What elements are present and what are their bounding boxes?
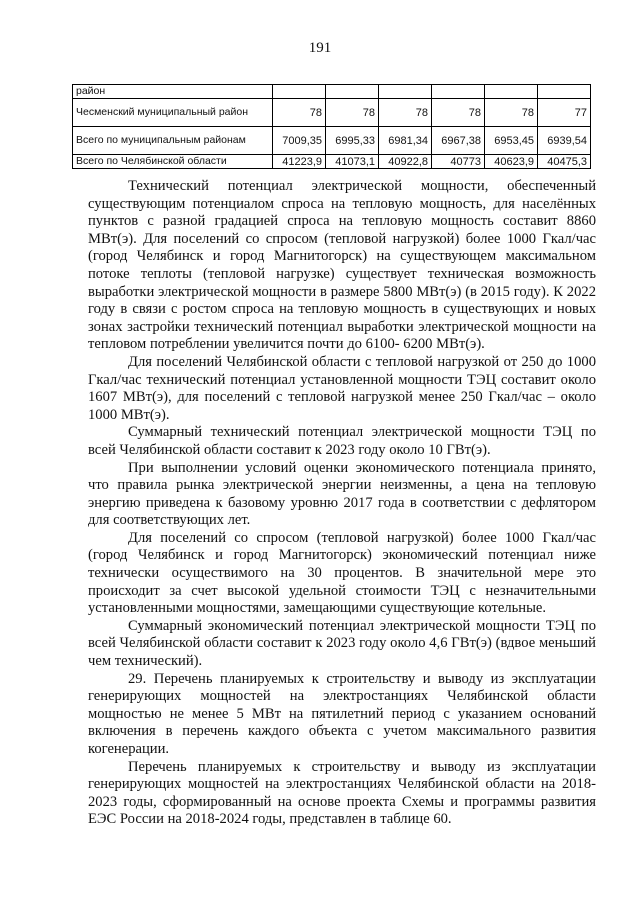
capacity-table: [72, 84, 591, 169]
row-label: район: [73, 85, 273, 99]
row-label: Всего по муниципальным районам: [73, 127, 273, 155]
paragraph: Перечень планируемых к строительству и выводу из эксплуатации генерирующих мощностей на электростанциях Челябинской области на 2018-2023 годы, сформированный на основе проекта Схемы и программы развития ЕЭС России на 2018-2024 годы, представлен в таблице 60.: [88, 758, 596, 828]
cell-value: 41223,9: [273, 155, 326, 169]
row-label: Чесменский муниципальный район: [73, 99, 273, 127]
cell-value: 41073,1: [326, 155, 379, 169]
paragraph: Для поселений Челябинской области с тепловой нагрузкой от 250 до 1000 Гкал/час технический потенциал установленной мощности ТЭЦ составит около 1607 МВт(э), для поселений с тепловой нагрузкой менее 250 Гкал/час – около 1000 МВт(э).: [88, 353, 596, 423]
body-text: [88, 178, 596, 829]
cell-value: 78: [485, 99, 538, 127]
cell-value: 6953,45: [485, 127, 538, 155]
cell-value: 78: [273, 99, 326, 127]
table-row: [73, 127, 591, 155]
cell-value: 6939,54: [538, 127, 591, 155]
paragraph: 29. Перечень планируемых к строительству и выводу из эксплуатации генерирующих мощностей на электростанциях Челябинской области мощностью не менее 5 МВт на пятилетний период с указанием оснований включения в перечень каждого объекта с учетом максимального развития когенерации.: [88, 670, 596, 757]
cell-value: 77: [538, 99, 591, 127]
table-row: [73, 99, 591, 127]
cell-value: [485, 85, 538, 99]
cell-value: 40773: [432, 155, 485, 169]
cell-value: [273, 85, 326, 99]
paragraph: Для поселений со спросом (тепловой нагрузкой) более 1000 Гкал/час (город Челябинск и город Магнитогорск) экономический потенциал ниже технически осуществимого на 30 процентов. В значительной мере это происходит за счет высокой удельной стоимости ТЭЦ с незначительными установленными мощностями, замещающими существующие котельные.: [88, 529, 596, 617]
cell-value: 6967,38: [432, 127, 485, 155]
cell-value: [379, 85, 432, 99]
cell-value: 40475,3: [538, 155, 591, 169]
cell-value: 6995,33: [326, 127, 379, 155]
row-label: Всего по Челябинской области: [73, 155, 273, 169]
cell-value: 78: [432, 99, 485, 127]
table-row: [73, 85, 591, 99]
cell-value: 7009,35: [273, 127, 326, 155]
paragraph: Суммарный экономический потенциал электрической мощности ТЭЦ по всей Челябинской области составит к 2023 году около 4,6 ГВт(э) (вдвое меньший чем технический).: [88, 617, 596, 670]
page-number: 191: [308, 40, 332, 56]
cell-value: [538, 85, 591, 99]
cell-value: 6981,34: [379, 127, 432, 155]
table-row: [73, 155, 591, 169]
cell-value: 40623,9: [485, 155, 538, 169]
cell-value: [326, 85, 379, 99]
paragraph: Технический потенциал электрической мощности, обеспеченный существующим потенциалом спроса на тепловую мощность, для населённых пунктов с разной градацией спроса на тепловую мощность составит 8860 МВт(э). Для поселений со спросом (тепловой нагрузкой) более 1000 Гкал/час (город Челябинск и город Магнитогорск) на существующем максимальном потоке теплоты (тепловой нагрузке) существует техническая возможность выработки электрической мощности в размере 5800 МВт(э) (в 2015 году). К 2022 году в связи с ростом спроса на тепловую мощность в существующих и новых зонах застройки технический потенциал выработки электрической мощности на тепловом потреблении увеличится почти до 6100- 6200 МВт(э).: [88, 178, 596, 353]
paragraph: При выполнении условий оценки экономического потенциала принято, что правила рынка электрической энергии неизменны, а цена на тепловую энергию приведена к базовому уровню 2017 года в соответствии с дефлятором для соответствующих лет.: [88, 459, 596, 529]
paragraph: Суммарный технический потенциал электрической мощности ТЭЦ по всей Челябинской области составит к 2023 году около 10 ГВт(э).: [88, 424, 596, 458]
cell-value: 40922,8: [379, 155, 432, 169]
cell-value: 78: [379, 99, 432, 127]
cell-value: [432, 85, 485, 99]
cell-value: 78: [326, 99, 379, 127]
